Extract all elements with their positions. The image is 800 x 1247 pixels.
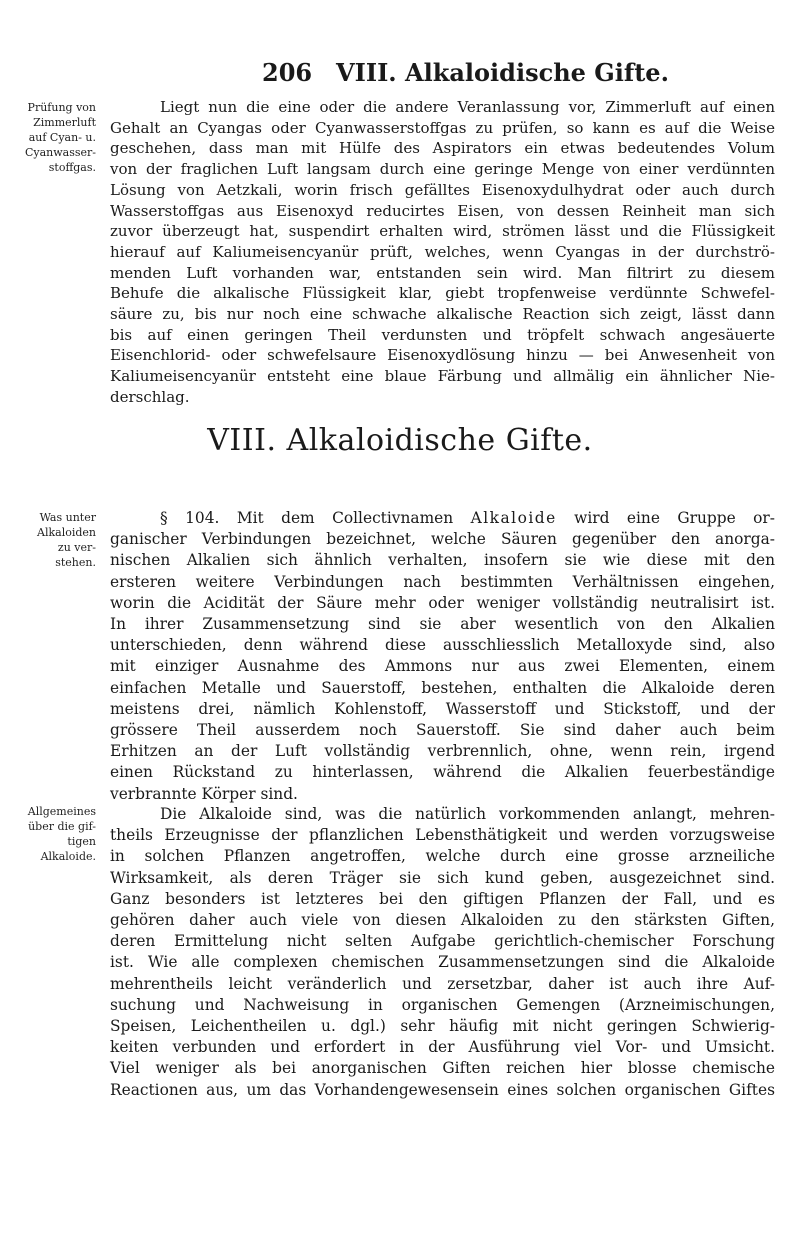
text-line: In ihrer Zusammensetzung sind sie aber wesentlich von den Alkalien: [110, 615, 775, 634]
paragraph-allgemeines-alkaloide: [110, 804, 775, 1101]
text-line: ist. Wie alle complexen chemischen Zusammensetzungen sind die Alkaloide: [110, 953, 775, 972]
text-line: einfachen Metalle und Sauerstoff, bestehen, enthalten die Alkaloide deren: [110, 678, 775, 697]
text-line: Liegt nun die eine oder die andere Veranlassung vor, Zimmerluft auf einen: [160, 98, 775, 116]
text-span: Mit dem Collectivnamen: [236, 509, 454, 527]
text-line: zuvor überzeugt hat, suspendirt erhalten wird, strömen lässt und die Flüssigkeit: [110, 222, 775, 241]
term-alkaloide: Alkaloide: [470, 509, 557, 527]
text-line: hierauf auf Kaliumeisencyanür prüft, welches, wenn Cyangas in der durchströ-: [110, 242, 775, 261]
paragraph-cyangas-pruefung: [110, 97, 775, 408]
margin-note-line: Alkaloiden: [37, 526, 96, 539]
text-line: gehören daher auch viele von diesen Alkaloiden zu den stärksten Giften,: [110, 911, 775, 930]
text-line: Lösung von Aetzkali, worin frisch gefälltes Eisenoxydulhydrat oder auch durch: [110, 180, 775, 199]
margin-note-line: Allgemeines: [27, 805, 96, 818]
text-line: bis auf einen geringen Theil verdunsten und tröpfelt schwach angesäuerte: [110, 325, 775, 344]
text-line: Viel weniger als bei anorganischen Giften reichen hier blosse chemische: [110, 1059, 775, 1078]
text-line: keiten verbunden und erfordert in der Ausführung viel Vor- und Umsicht.: [110, 1038, 775, 1057]
text-line: Behufe die alkalische Flüssigkeit klar, giebt tropfenweise verdünnte Schwefel-: [110, 284, 775, 303]
text-line: Eisenchlorid- oder schwefelsaure Eisenoxydlösung hinzu — bei Anwesenheit von: [110, 346, 775, 365]
text-line: meistens drei, nämlich Kohlenstoff, Wasserstoff und Stickstoff, und der: [110, 699, 775, 718]
text-line: Kaliumeisencyanür entsteht eine blaue Färbung und allmälig ein ähnlicher Nie-: [110, 367, 775, 386]
margin-note-allgemeines: [6, 804, 96, 864]
text-line: theils Erzeugnisse der pflanzlichen Lebensthätigkeit und werden vorzugsweise: [110, 826, 775, 845]
text-line: menden Luft vorhanden war, entstanden sein wird. Man filtrirt zu diesem: [110, 263, 775, 282]
paragraph-alkaloide-definition: [110, 508, 775, 805]
section-title: [0, 423, 800, 458]
margin-note-line: Cyanwasser-: [24, 146, 96, 159]
page-number: 206: [262, 58, 313, 87]
text-line: Wirksamkeit, als deren Träger sie sich kund geben, ausgezeichnet sind.: [110, 868, 775, 887]
text-line: Reactionen aus, um das Vorhandengewesensein eines solchen organischen Giftes: [110, 1080, 775, 1099]
text-line: Erhitzen an der Luft vollständig verbrennlich, ohne, wenn rein, irgend: [110, 742, 775, 761]
margin-note-line: zu ver-: [57, 541, 96, 554]
text-line: Wasserstoffgas aus Eisenoxyd reducirtes Eisen, von dessen Reinheit man sich: [110, 201, 775, 220]
margin-note-line: Alkaloide.: [40, 850, 96, 863]
text-line: suchung und Nachweisung in organischen Gemengen (Arzneimischungen,: [110, 995, 775, 1014]
running-header: [0, 58, 800, 88]
text-line: Speisen, Leichentheilen u. dgl.) sehr häufig mit nicht geringen Schwierig-: [110, 1017, 775, 1036]
text-line: Die Alkaloide sind, was die natürlich vorkommenden anlangt, mehren-: [160, 805, 775, 823]
text-line: verbrannte Körper sind.: [110, 784, 298, 803]
text-line: nischen Alkalien sich ähnlich verhalten, insofern sie wie diese mit den: [110, 551, 775, 570]
text-line: deren Ermittelung nicht selten Aufgabe gerichtlich-chemischer Forschung: [110, 932, 775, 951]
text-line: ersteren weitere Verbindungen nach bestimmten Verhältnissen eingehen,: [110, 572, 775, 591]
margin-note-line: über die gif-: [28, 820, 96, 833]
margin-note-line: auf Cyan- u.: [28, 131, 96, 144]
text-line: unterschieden, denn während diese ausschliesslich Metalloxyde sind, also: [110, 636, 775, 655]
text-line: grössere Theil ausserdem noch Sauerstoff. Sie sind daher auch beim: [110, 721, 775, 740]
text-line: von der fraglichen Luft langsam durch eine geringe Menge von einer verdünnten: [110, 160, 775, 179]
text-line: ganischer Verbindungen bezeichnet, welche Säuren gegenüber den anorga-: [110, 530, 775, 549]
section-mark: § 104.: [160, 509, 220, 527]
margin-note-line: Zimmerluft: [33, 116, 96, 129]
margin-note-line: tigen: [67, 835, 96, 848]
text-span: wird eine Gruppe or-: [574, 509, 775, 527]
section-title-text: Alkaloidische Gifte.: [286, 423, 593, 458]
text-line: [110, 508, 775, 529]
text-line: mit einziger Ausnahme des Ammons nur aus zwei Elementen, einem: [110, 657, 775, 676]
text-line: Ganz besonders ist letzteres bei den giftigen Pflanzen der Fall, und es: [110, 889, 775, 908]
margin-note-line: stehen.: [55, 556, 96, 569]
text-line: geschehen, dass man mit Hülfe des Aspirators ein etwas bedeutendes Volum: [110, 139, 775, 158]
margin-note-line: stoffgas.: [48, 161, 96, 174]
margin-note-pruefung: [6, 100, 96, 175]
margin-note-line: Was unter: [39, 511, 96, 524]
text-line: derschlag.: [110, 387, 190, 406]
margin-note-line: Prüfung von: [27, 101, 96, 114]
text-line: säure zu, bis nur noch eine schwache alkalische Reaction sich zeigt, lässt dann: [110, 305, 775, 324]
section-number: VIII.: [207, 423, 277, 458]
text-line: worin die Acidität der Säure mehr oder weniger vollständig neutralisirt ist.: [110, 593, 775, 612]
margin-note-was-unter-alkaloiden: [6, 510, 96, 570]
text-line: einen Rückstand zu hinterlassen, während die Alkalien feuerbeständige: [110, 763, 775, 782]
text-line: Gehalt an Cyangas oder Cyanwasserstoffgas zu prüfen, so kann es auf die Weise: [110, 118, 775, 137]
running-title: VIII. Alkaloidische Gifte.: [336, 58, 669, 87]
text-line: mehrentheils leicht veränderlich und zersetzbar, daher ist auch ihre Auf-: [110, 974, 775, 993]
text-line: in solchen Pflanzen angetroffen, welche durch eine grosse arzneiliche: [110, 847, 775, 866]
